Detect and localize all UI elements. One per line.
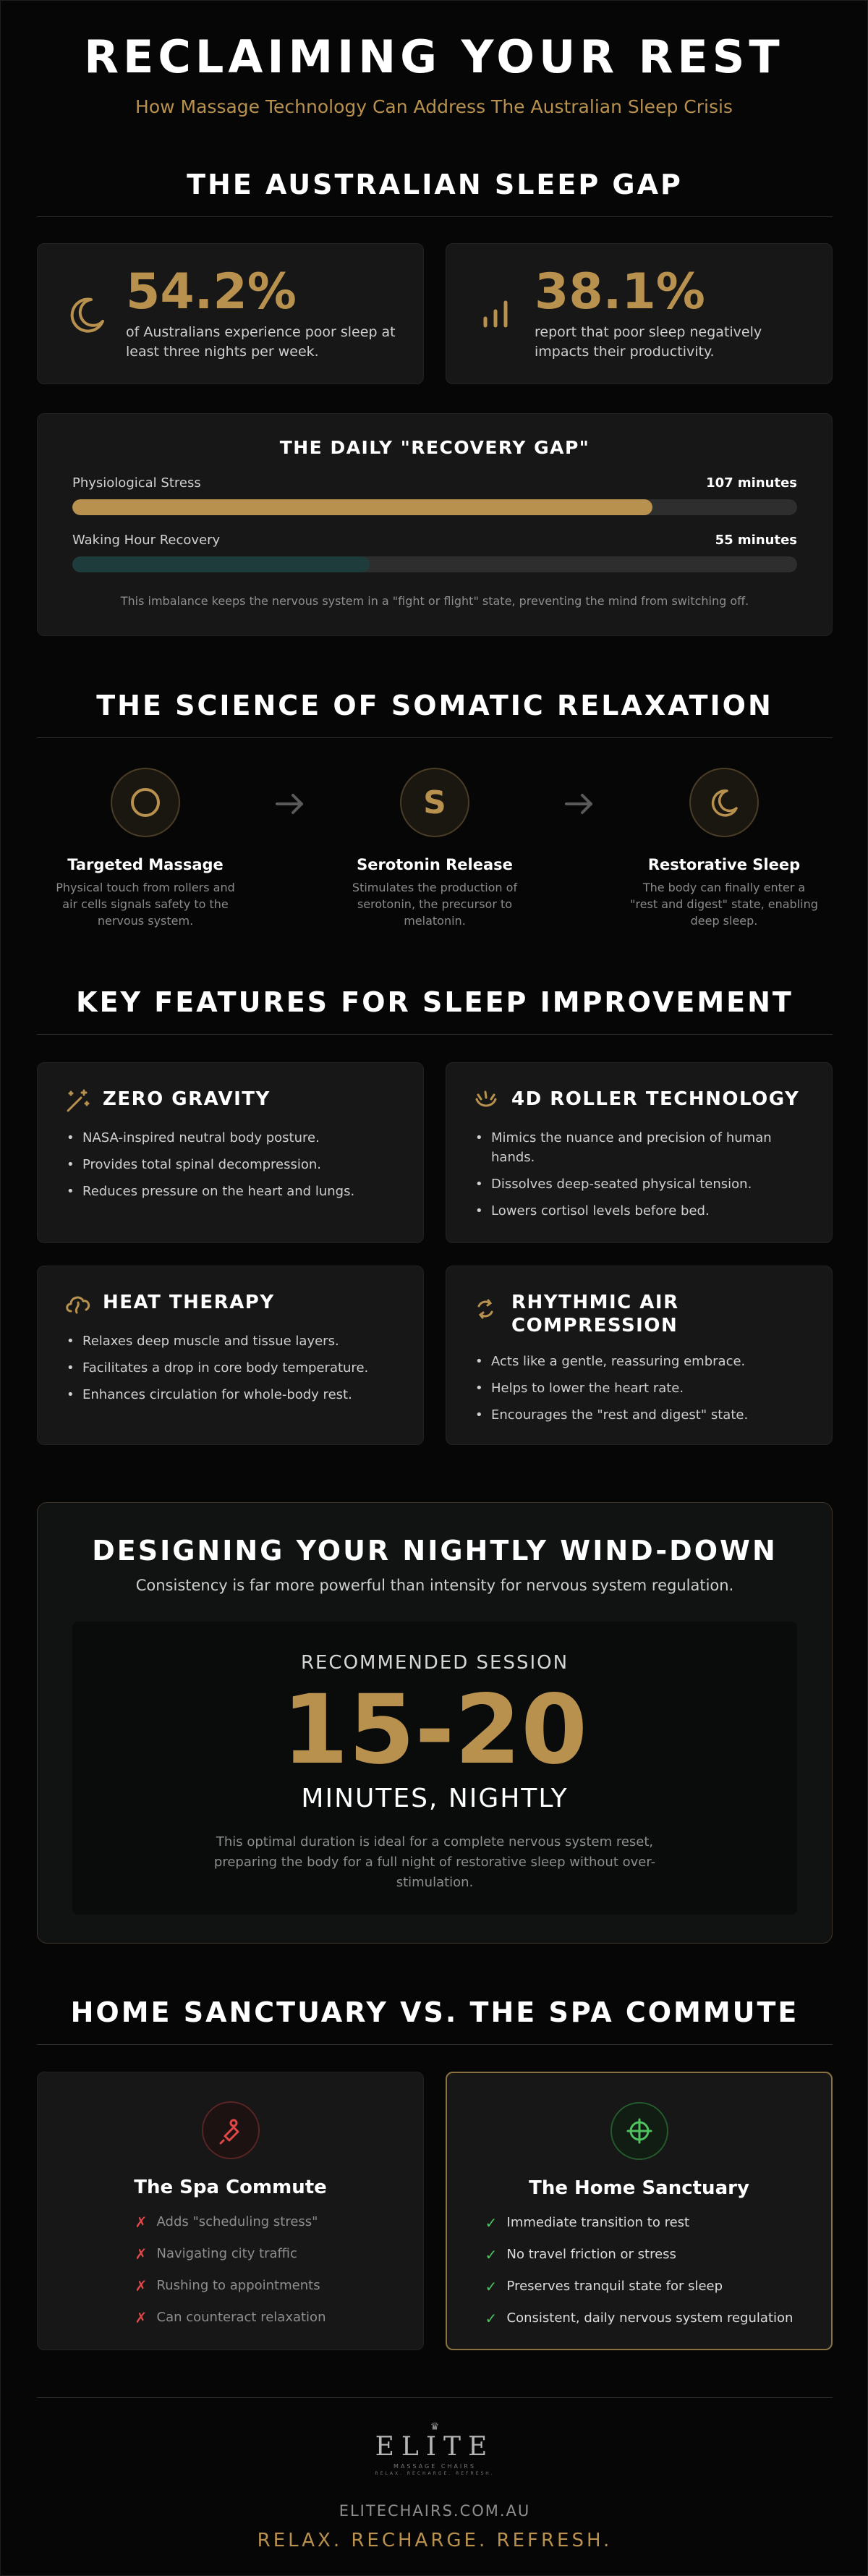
feature-card-air-compression: [446, 1266, 833, 1445]
wind-down-subtitle: Consistency is far more powerful than intensity for nervous system regulation.: [135, 1577, 734, 1594]
stat-card-poor-sleep: [37, 243, 424, 384]
compare-row: [37, 2072, 833, 2350]
feature-card-zero-gravity: [37, 1062, 424, 1243]
features-heading: [1, 986, 868, 1035]
arrow-right-icon: [558, 768, 601, 824]
feature-points: [64, 1128, 397, 1201]
footer-tagline: RELAX. RECHARGE. REFRESH.: [257, 2530, 613, 2551]
hero-header: [1, 1, 867, 117]
list-item: • NASA-inspired neutral body posture.: [64, 1128, 397, 1148]
bar-value: 107 minutes: [706, 475, 797, 491]
feature-points: [64, 1331, 397, 1404]
sync-icon: [472, 1291, 504, 1317]
bar-fill-recovery: [72, 556, 370, 572]
bar-row-stress: [72, 475, 797, 515]
stat-text: report that poor sleep negatively impacts their productivity.: [535, 323, 762, 360]
hand-icon: [472, 1088, 504, 1114]
compare-heading: [1, 1996, 868, 2045]
science-steps: [37, 768, 833, 929]
list-item: • Provides total spinal decompression.: [64, 1155, 397, 1174]
feature-card-4d-roller: [446, 1062, 833, 1243]
feature-card-heat-therapy: [37, 1266, 424, 1445]
feature-title: HEAT THERAPY: [103, 1292, 275, 1313]
list-item: • Helps to lower the heart rate.: [472, 1378, 806, 1398]
target-icon: [610, 2102, 668, 2160]
check-icon: ✓: [485, 2246, 498, 2263]
section-title-science: THE SCIENCE OF SOMATIC RELAXATION: [96, 690, 773, 721]
compare-points: [485, 2213, 793, 2341]
footer: [1, 2422, 868, 2551]
list-item: ✗ Navigating city traffic: [135, 2245, 297, 2263]
recovery-gap-title: THE DAILY "RECOVERY GAP": [279, 437, 590, 458]
compare-points: [135, 2213, 326, 2340]
page-title: RECLAIMING YOUR REST: [84, 30, 784, 83]
recovery-gap-card: [37, 413, 833, 636]
stats-row: [37, 243, 833, 384]
list-item: ✗ Rushing to appointments: [135, 2277, 320, 2295]
list-item: • Relaxes deep muscle and tissue layers.: [64, 1331, 397, 1351]
crown-icon: ♛: [430, 2421, 440, 2433]
list-item: • Mimics the nuance and precision of human hands.: [472, 1128, 806, 1167]
step-title: Targeted Massage: [67, 856, 224, 873]
check-icon: ✓: [485, 2214, 498, 2232]
list-item: ✗ Can counteract relaxation: [135, 2309, 326, 2326]
session-value: 15-20: [281, 1674, 588, 1786]
recovery-note: This imbalance keeps the nervous system in a "fight or flight" state, preventing the mind from switching off.: [120, 594, 749, 608]
list-item: • Reduces pressure on the heart and lungs.: [64, 1182, 397, 1201]
list-item: ✓ No travel friction or stress: [485, 2246, 676, 2263]
s-letter-icon: S: [400, 768, 469, 837]
check-icon: ✓: [485, 2278, 498, 2295]
page-subtitle: How Massage Technology Can Address The Australian Sleep Crisis: [135, 96, 733, 117]
divider: [37, 737, 833, 738]
arrow-right-icon: [268, 768, 312, 824]
compare-title: The Home Sanctuary: [529, 2177, 749, 2199]
list-item: ✗ Adds "scheduling stress": [135, 2213, 318, 2231]
section-title-features: KEY FEATURES FOR SLEEP IMPROVEMENT: [76, 986, 793, 1018]
bar-chart-icon: [472, 291, 519, 337]
list-item: • Enhances circulation for whole-body rest.: [64, 1385, 397, 1404]
step-text: The body can finally enter a "rest and digest" state, enabling deep sleep.: [630, 881, 818, 928]
cross-icon: ✗: [135, 2213, 148, 2231]
compare-title: The Spa Commute: [134, 2177, 327, 2198]
divider: [37, 2044, 833, 2045]
features-row-2: [37, 1266, 833, 1445]
list-item: ✓ Preserves tranquil state for sleep: [485, 2278, 723, 2295]
feature-points: [472, 1128, 806, 1221]
stat-text: of Australians experience poor sleep at least three nights per week.: [126, 323, 396, 360]
step-title: Restorative Sleep: [647, 856, 801, 873]
step-title: Serotonin Release: [357, 856, 513, 873]
list-item: • Lowers cortisol levels before bed.: [472, 1201, 806, 1221]
list-item: • Acts like a gentle, reassuring embrace.: [472, 1352, 806, 1371]
moon-icon: [64, 291, 110, 337]
list-item: • Encourages the "rest and digest" state.: [472, 1405, 806, 1425]
sleep-gap-heading: [1, 169, 868, 217]
section-title-sleep-gap: THE AUSTRALIAN SLEEP GAP: [187, 169, 683, 200]
bar-row-recovery: [72, 533, 797, 572]
bar-value: 55 minutes: [715, 533, 797, 548]
brand-logo: ♛ ELITE MASSAGE CHAIRS RELAX. RECHARGE. REFRESH.: [375, 2421, 495, 2476]
feature-title: 4D ROLLER TECHNOLOGY: [511, 1088, 800, 1110]
bar-label: Physiological Stress: [72, 475, 201, 491]
cloud-heat-icon: [64, 1291, 95, 1317]
wind-down-panel: [37, 1502, 833, 1944]
step-text: Stimulates the production of serotonin, the precursor to melatonin.: [352, 881, 518, 928]
moon-icon: [689, 768, 759, 837]
step-text: Physical touch from rollers and air cells signals safety to the nervous system.: [56, 881, 235, 928]
session-label: RECOMMENDED SESSION: [300, 1652, 569, 1674]
website-link[interactable]: ELITECHAIRS.COM.AU: [339, 2502, 531, 2520]
science-heading: [1, 690, 868, 738]
stat-card-productivity: [446, 243, 833, 384]
stat-value: 54.2%: [126, 263, 297, 321]
stat-value: 38.1%: [535, 263, 705, 321]
list-item: • Dissolves deep-seated physical tension.: [472, 1174, 806, 1194]
bar-track: [72, 556, 797, 572]
cross-icon: ✗: [135, 2245, 148, 2263]
feature-points: [472, 1352, 806, 1425]
session-description: This optimal duration is ideal for a complete nervous system reset, preparing the body for a full night of restorative sleep without over-stimulation.: [213, 1834, 656, 1890]
session-unit: MINUTES, NIGHTLY: [301, 1784, 569, 1813]
step-targeted-massage: [37, 768, 254, 929]
session-box: [72, 1622, 797, 1915]
circle-icon: [111, 768, 180, 837]
divider: [37, 2397, 833, 2398]
list-item: ✓ Consistent, daily nervous system regulation: [485, 2310, 793, 2327]
magic-wand-icon: [64, 1088, 95, 1114]
check-icon: ✓: [485, 2310, 498, 2327]
compare-card-spa: [37, 2072, 424, 2350]
section-title-compare: HOME SANCTUARY VS. THE SPA COMMUTE: [70, 1996, 799, 2028]
car-icon: [202, 2101, 260, 2159]
cross-icon: ✗: [135, 2309, 148, 2326]
wind-down-title: DESIGNING YOUR NIGHTLY WIND-DOWN: [92, 1535, 778, 1567]
bar-label: Waking Hour Recovery: [72, 533, 221, 548]
divider: [37, 1034, 833, 1035]
list-item: ✓ Immediate transition to rest: [485, 2214, 690, 2232]
bar-fill-stress: [72, 499, 652, 515]
list-item: • Facilitates a drop in core body temperature.: [64, 1358, 397, 1378]
step-serotonin-release: [326, 768, 543, 929]
feature-title: ZERO GRAVITY: [103, 1088, 271, 1110]
compare-card-home: [446, 2072, 833, 2350]
features-row-1: [37, 1062, 833, 1243]
divider: [37, 216, 833, 217]
feature-title: RHYTHMIC AIR COMPRESSION: [511, 1292, 679, 1336]
bar-track: [72, 499, 797, 515]
cross-icon: ✗: [135, 2277, 148, 2295]
step-restorative-sleep: [616, 768, 833, 929]
